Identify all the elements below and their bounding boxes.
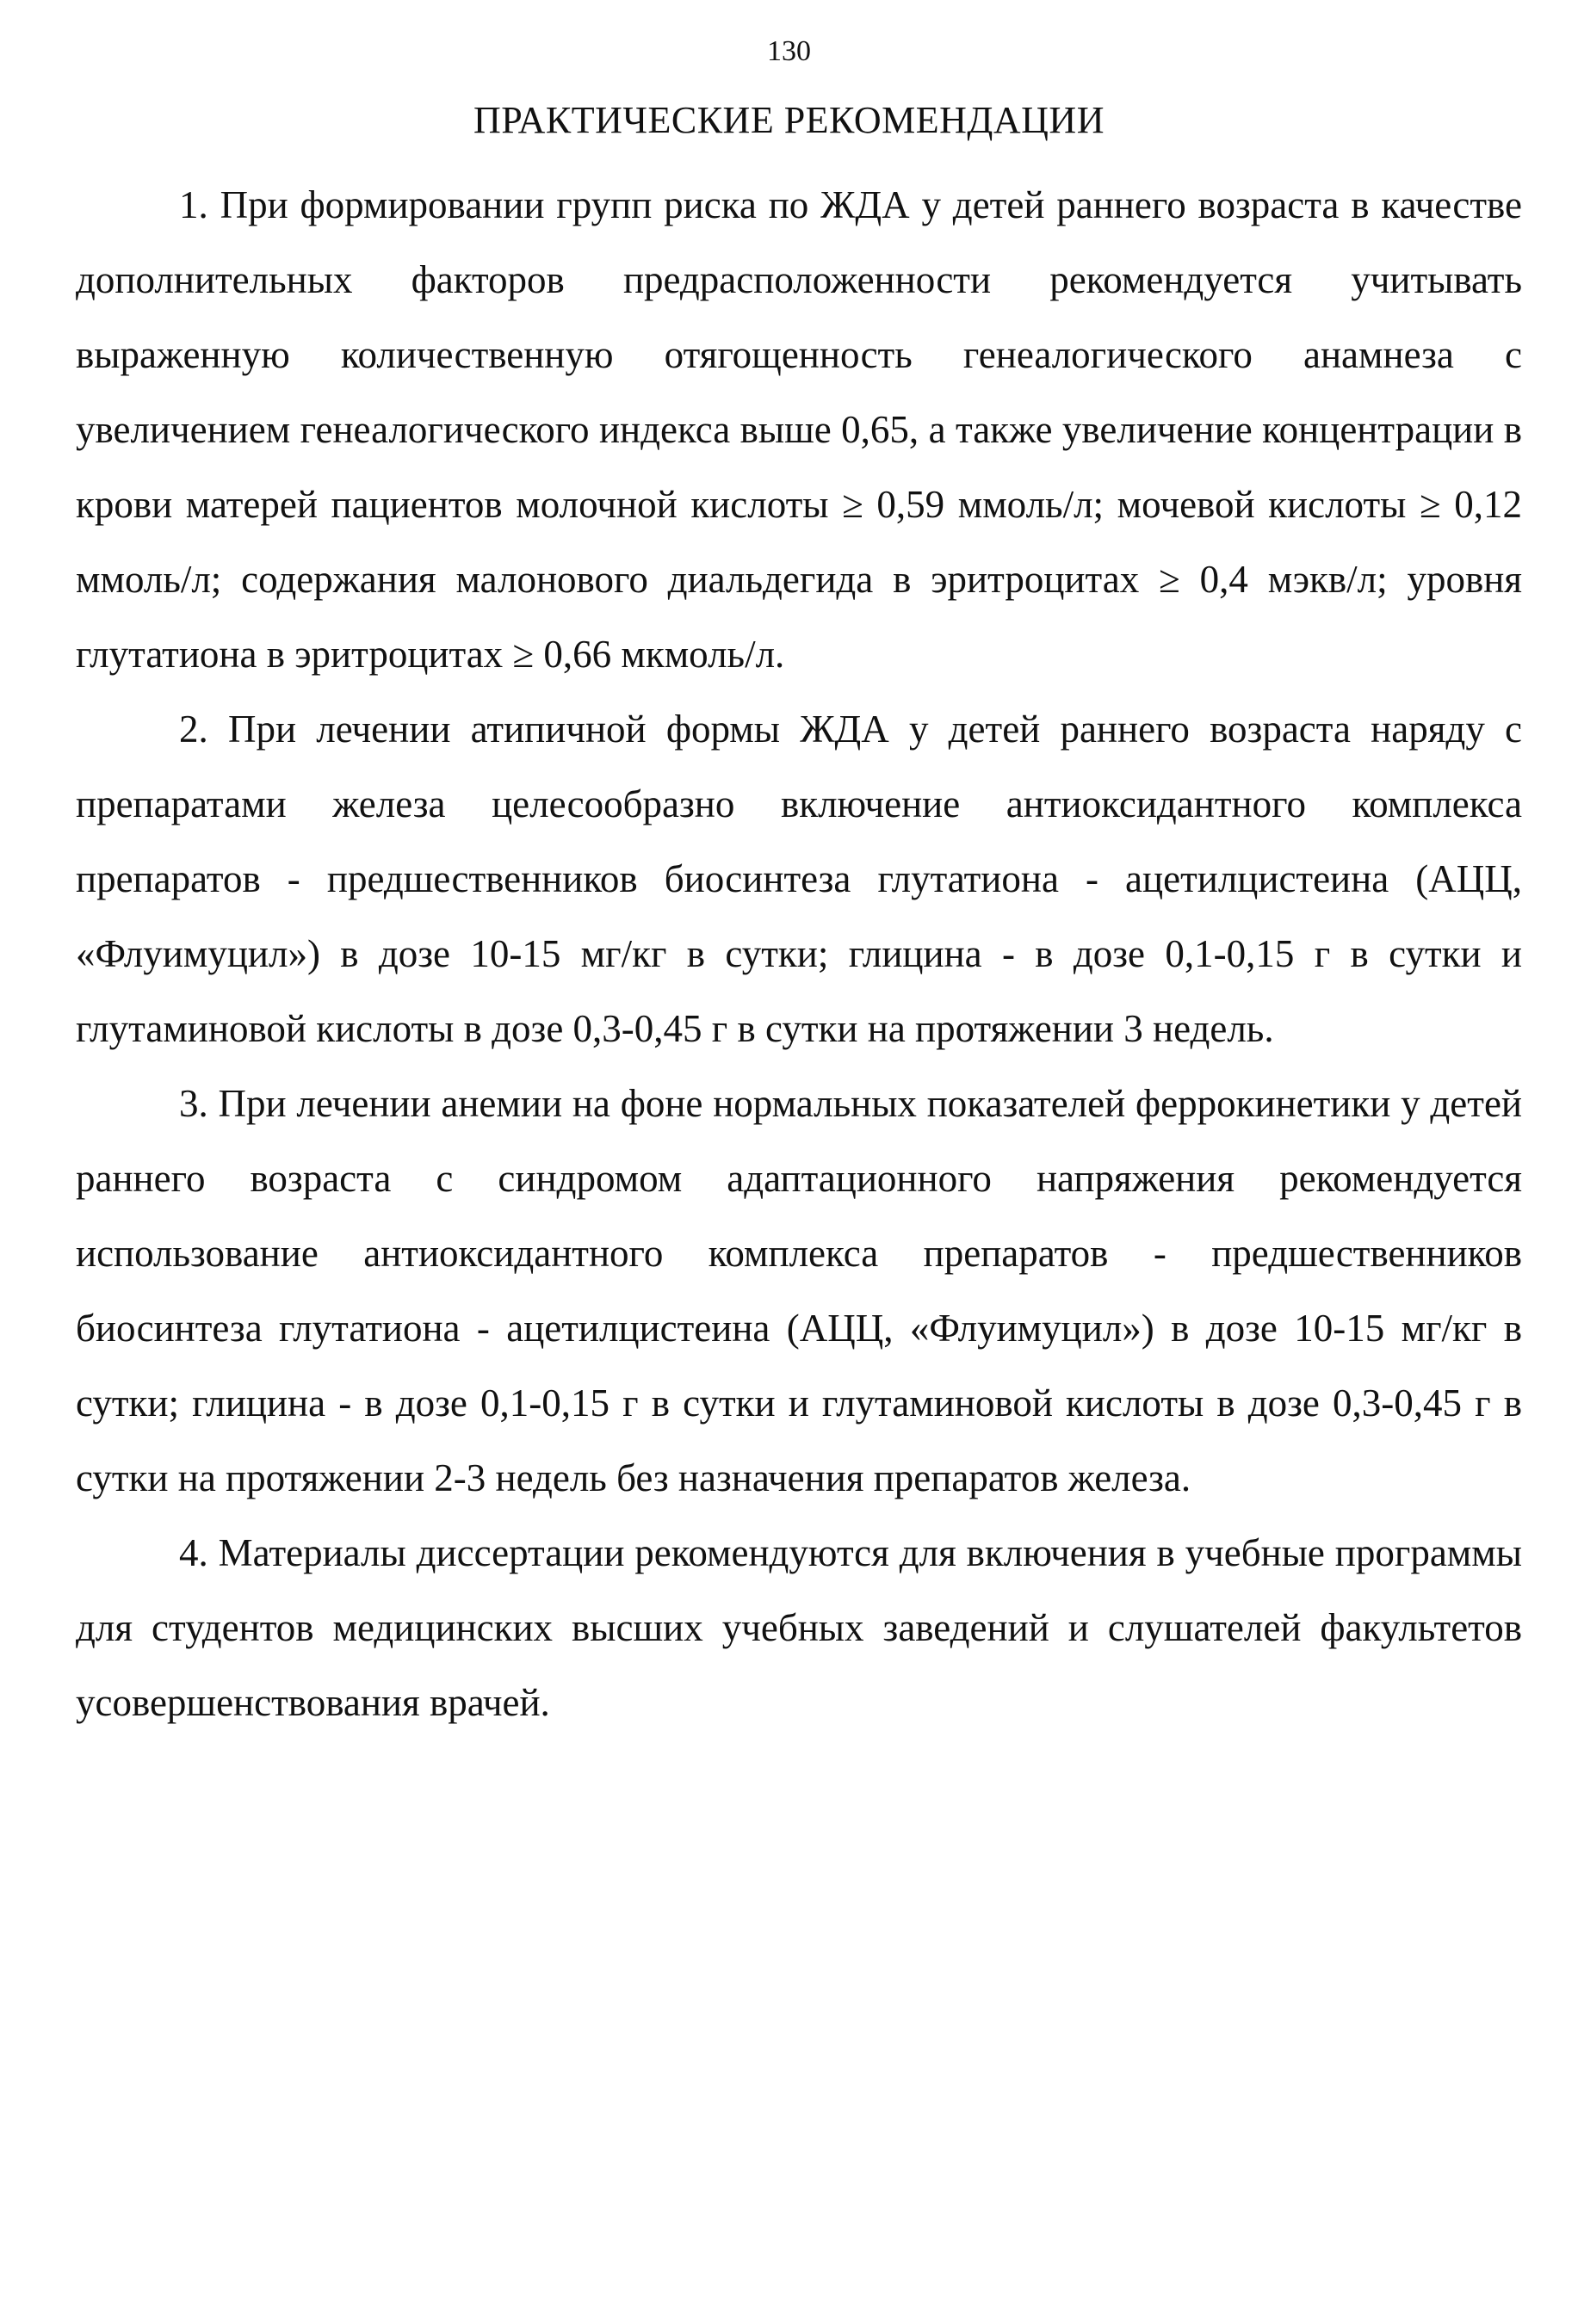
recommendations-body [76,168,1522,1740]
page-number: 130 [767,35,811,67]
recommendation-4: 4. Материалы диссертации рекомендуются для включения в учебные программы для студентов медицинских высших учебных заведений и слушателей факультетов усовершенствования врачей. [76,1531,1522,1724]
recommendation-2: 2. При лечении атипичной формы ЖДА у детей раннего возраста наряду с препаратами железа целесообразно включение антиоксидантного комплекса препаратов - предшественников биосинтеза глутатиона - ацетилцистеина (АЦЦ, «Флуимуцил») в дозе 10-15 мг/кг в сутки; глицина - в дозе 0,1-0,15 г в сутки и глутаминовой кислоты в дозе 0,3-0,45 г в сутки на протяжении 3 недель. [76,708,1522,1050]
section-heading: ПРАКТИЧЕСКИЕ РЕКОМЕНДАЦИИ [473,99,1105,141]
recommendation-3: 3. При лечении анемии на фоне нормальных показателей феррокинетики у детей раннего возраста с синдромом адаптационного напряжения рекомендуется использование антиоксидантного комплекса препаратов - предшественников биосинтеза глутатиона - ацетилцистеина (АЦЦ, «Флуимуцил») в дозе 10-15 мг/кг в сутки; глицина - в дозе 0,1-0,15 г в сутки и глутаминовой кислоты в дозе 0,3-0,45 г в сутки на протяжении 2-3 недель без назначения препаратов железа. [76,1082,1522,1499]
recommendation-1: 1. При формировании групп риска по ЖДА у детей раннего возраста в качестве дополнительных факторов предрасположенности рекомендуется учитывать выраженную количественную отягощенность генеалогического анамнеза с увеличением генеалогического индекса выше 0,65, а также увеличение концентрации в крови матерей пациентов молочной кислоты ≥ 0,59 ммоль/л; мочевой кислоты ≥ 0,12 ммоль/л; содержания малонового диальдегида в эритроцитах ≥ 0,4 мэкв/л; уровня глутатиона в эритроцитах ≥ 0,66 мкмоль/л. [76,183,1522,676]
